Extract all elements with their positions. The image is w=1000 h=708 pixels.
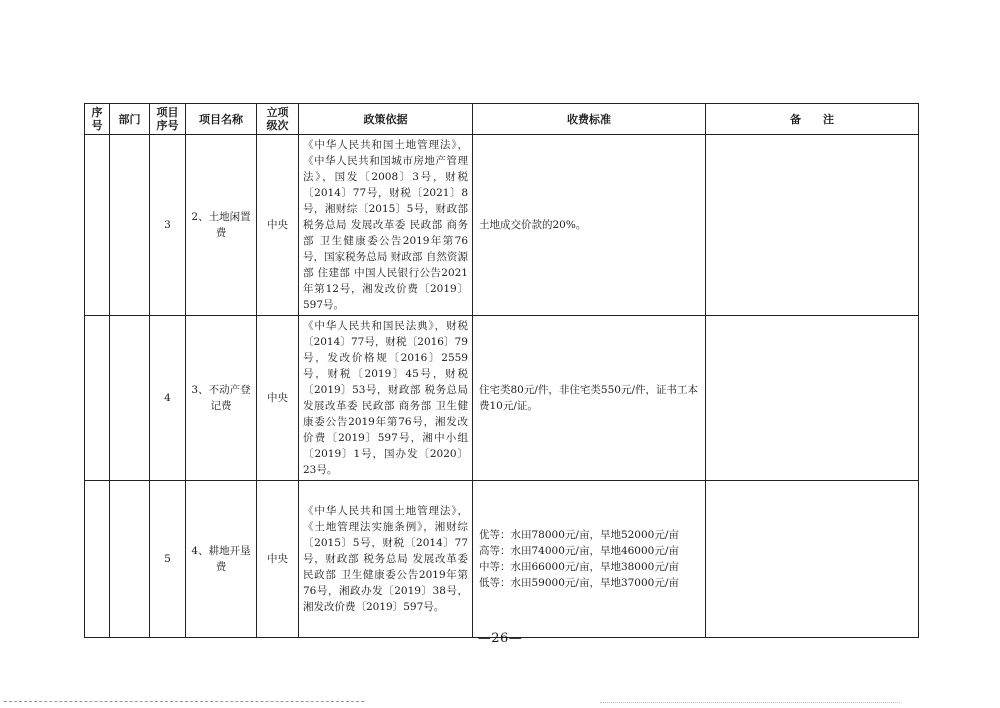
table-row [85, 481, 919, 638]
header-item-seq: 项目序号 [150, 104, 186, 135]
cell-item-seq: 4 [150, 316, 186, 481]
cell-item-name: 3、不动产登记费 [186, 316, 257, 481]
table-header-row [85, 104, 919, 135]
cell-dept [110, 316, 150, 481]
fee-line: 土地成交价款的20%。 [479, 219, 587, 231]
fee-line: 高等：水田74000元/亩，旱地46000元/亩 [479, 545, 679, 557]
cell-fee [473, 481, 706, 638]
cell-seq [85, 316, 110, 481]
cell-remark [706, 316, 919, 481]
header-item-name: 项目名称 [186, 104, 257, 135]
cell-item-seq: 3 [150, 135, 186, 316]
scan-edge-rule [600, 702, 900, 703]
fee-table [84, 103, 919, 638]
cell-seq [85, 135, 110, 316]
cell-remark [706, 135, 919, 316]
cell-fee [473, 316, 706, 481]
page-number: —26— [477, 631, 523, 646]
cell-policy: 《中华人民共和国土地管理法》，《中华人民共和国城市房地产管理法》，国发〔2008〕3号，财税〔2014〕77号，财税〔2021〕8号，湘财综〔2015〕5号，财政部 税务总局 发展改革委 民政部 商务部 卫生健康委公告2019年第76号，国家税务总局 财政部 自然资源部 住建部 中国人民银行公告2021年第12号，湘发改价费〔2019〕597号。 [299, 135, 473, 316]
header-remark: 备 注 [706, 104, 919, 135]
header-policy: 政策依据 [299, 104, 473, 135]
cell-fee [473, 135, 706, 316]
table-row [85, 135, 919, 316]
scan-edge-rule [4, 701, 364, 702]
cell-seq [85, 481, 110, 638]
cell-remark [706, 481, 919, 638]
cell-item-name: 4、耕地开垦费 [186, 481, 257, 638]
fee-line: 住宅类80元/件，非住宅类550元/件，证书工本费10元/证。 [479, 384, 698, 412]
header-level: 立项级次 [257, 104, 299, 135]
cell-dept [110, 135, 150, 316]
fee-line: 优等：水田78000元/亩，旱地52000元/亩 [479, 529, 679, 541]
cell-policy: 《中华人民共和国民法典》，财税〔2014〕77号，财税〔2016〕79号，发改价格规〔2016〕2559号，财税〔2019〕45号，财税〔2019〕53号，财政部 税务总局 发展改革委 民政部 商务部 卫生健康委公告2019年第76号，湘发改价费〔2019〕597号，湘中小组〔2019〕1号，国办发〔2020〕23号。 [299, 316, 473, 481]
header-seq: 序号 [85, 104, 110, 135]
table-row [85, 316, 919, 481]
cell-level: 中央 [257, 135, 299, 316]
header-dept: 部门 [110, 104, 150, 135]
cell-level: 中央 [257, 481, 299, 638]
cell-item-seq: 5 [150, 481, 186, 638]
fee-line: 低等：水田59000元/亩，旱地37000元/亩 [479, 577, 679, 589]
cell-policy: 《中华人民共和国土地管理法》，《土地管理法实施条例》，湘财综〔2015〕5号，财税〔2014〕77号，财政部 税务总局 发展改革委 民政部 卫生健康委公告2019年第76号，湘政办发〔2019〕38号，湘发改价费〔2019〕597号。 [299, 481, 473, 638]
cell-level: 中央 [257, 316, 299, 481]
cell-dept [110, 481, 150, 638]
fee-line: 中等：水田66000元/亩，旱地38000元/亩 [479, 561, 679, 573]
header-fee: 收费标准 [473, 104, 706, 135]
cell-item-name: 2、土地闲置费 [186, 135, 257, 316]
